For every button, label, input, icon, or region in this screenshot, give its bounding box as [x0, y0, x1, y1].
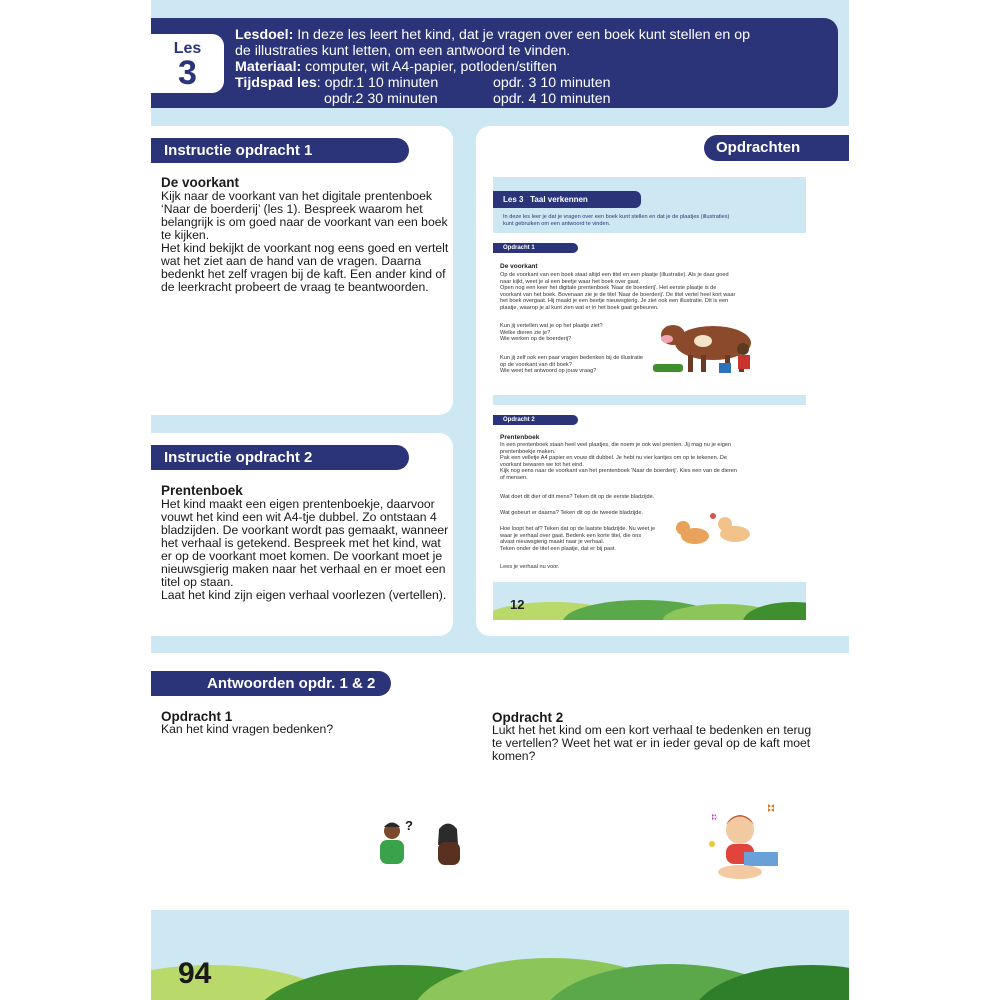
page-number: 94	[178, 957, 212, 990]
instructie-1-body: Kijk naar de voorkant van het digitale prentenboek ‘Naar de boerderij’ (les 1). Bespreek waarom het belangrijk is om goed naar de voorkant van een boek te kijken. Het kind bekijkt de voorkant nog eens goed en vertelt wat het ziet aan de hand van de vragen. Daarna bedenkt het zelf vragen bij de kaft. Een ander kind of de leerkracht probeert de vraag te beantwoorden.	[161, 189, 449, 294]
tijdspad-line: Tijdspad les: opdr.1 10 minuten	[235, 75, 439, 91]
tijdspad-opdr2: opdr.2 30 minuten	[324, 91, 438, 107]
lesdoel-line-2: de illustraties kunt letten, om een antwoord te vinden.	[235, 43, 571, 59]
thumb-opdracht-2-end: Lees je verhaal nu voor.	[500, 564, 560, 570]
thumb-opdracht-1-extra: Kun jij zelf ook een paar vragen bedenken bij de illustratie op de voorkant van dit boek? Wie weet het antwoord op jouw vraag?	[500, 355, 644, 375]
instructie-1-title: De voorkant	[161, 175, 240, 190]
instructie-2-title: Prentenboek	[161, 483, 243, 498]
footer-hills	[151, 910, 849, 1000]
thumb-intro: In deze les leer je dat je vragen over een boek kunt stellen en dat je de plaatjes (illustraties) kunt gebruiken om een antwoord te vinden.	[503, 214, 730, 227]
instructie-1-pill: Instructie opdracht 1	[151, 138, 409, 163]
tijdspad-opdr4: opdr. 4 10 minuten	[493, 91, 611, 107]
antwoorden-pill: Antwoorden opdr. 1 & 2	[151, 671, 391, 696]
thumb-opdracht-1-text: Op de voorkant van een boek staat altijd een titel en een plaatje (illustratie). Als je daar goed naar kijkt, weet je al een beetje waar het boek over gaat. Open nog een keer het digitale prentenboek 'Naar de boerderij'. Het eerste plaatje is de voorkant van het boek. Bovenaan zie je de titel 'Naar de boerderij'. De titel vertel heel kort waar het boek overgaat. Hij maakt je een beetje nieuwsgierig. Je ziet ook een illustratie. Dit is een plaatje, waarop je al kunt zien wat er in het boek gaat gebeuren.	[500, 272, 736, 311]
cow-farmer-illustration	[653, 311, 773, 381]
thumb-opdracht-2-text: In een prentenboek staan heel veel plaatjes, die noem je ook wel prenten. Jij mag nu je eigen prentenboekje maken. Pak een velletje A4 papier en vouw dit dubbel. Je hebt nu vier kantjes om op te tekenen. De voorkant bewaren we tot het eind. Kijk nog eens naar de voorkant van het prentenboek 'Naar de boerderij'. Kies een van de dieren of mensen.	[500, 442, 737, 481]
thumb-opdracht-2-q1: Wat doet dit dier of dit mens? Teken dit op de eerste bladzijde.	[500, 494, 655, 500]
instructie-2-body: Het kind maakt een eigen prentenboekje, daarvoor vouwt het kind een wit A4-tje dubbel. Zo ontstaan 4 bladzijden. De voorkant wordt pas gemaakt, wanneer het verhaal is getekend. Bespreek met het kind, wat er op de voorkant moet komen. De voorkant moet je nieuwsgierig maken naar het verhaal en er moet een titel op staan. Laat het kind zijn eigen verhaal voorlezen (vertellen).	[161, 497, 449, 602]
thumb-opdracht-2-q2: Wat gebeurt er daarna? Teken dit op de tweede bladzijde.	[500, 510, 644, 516]
thumb-hills	[493, 582, 806, 620]
antwoord-1-text: Kan het kind vragen bedenken?	[161, 722, 334, 736]
materiaal-line: Materiaal: computer, wit A4-papier, potloden/stiften	[235, 59, 557, 75]
reading-child-illustration	[706, 800, 786, 884]
opdrachten-pill: Opdrachten	[704, 135, 849, 161]
thumb-opdracht-1-title: De voorkant	[500, 263, 538, 270]
lesson-label: Les	[173, 40, 202, 57]
antwoord-1-title: Opdracht 1	[161, 709, 233, 724]
thumb-page-number: 12	[510, 597, 525, 612]
thinking-kids-illustration	[366, 815, 470, 867]
tijdspad-opdr3: opdr. 3 10 minuten	[493, 75, 611, 91]
thumb-les-pill: Les 3 Taal verkennen	[493, 191, 641, 208]
thumb-opdracht-2-pill: Opdracht 2	[493, 415, 578, 425]
lesdoel-line-1: Lesdoel: In deze les leert het kind, dat je vragen over een boek kunt stellen en op	[235, 27, 751, 43]
thumb-opdracht-2-title: Prentenboek	[500, 434, 540, 441]
student-page-thumbnail	[493, 177, 806, 620]
antwoord-2-text: Lukt het het kind om een kort verhaal te bedenken en terug te vertellen? Weet het wat er in ieder geval op de kaft moet komen?	[492, 723, 812, 763]
thumb-opdracht-1-questions: Kun jij vertellen wat je op het plaatje ziet? Welke dieren zie je? Wie werken op de boerderij?	[500, 323, 603, 343]
lesson-number: 3	[178, 54, 197, 92]
antwoord-2-title: Opdracht 2	[492, 710, 564, 725]
thumb-opdracht-1-pill: Opdracht 1	[493, 243, 578, 253]
instructie-2-pill: Instructie opdracht 2	[151, 445, 409, 470]
dogs-illustration	[673, 512, 763, 554]
footer-band	[151, 910, 849, 1000]
question-mark: ?	[405, 818, 413, 833]
thumb-opdracht-2-q3: Hoe loopt het af? Teken dat op de laatste bladzijde. Nu weet je waar je verhaal over gaat. Bedenk een korte titel, die ons alvast nieuwsgierig maakt naar je verhaal. Teken onder de titel een plaatje, dat er bij past.	[500, 526, 656, 552]
